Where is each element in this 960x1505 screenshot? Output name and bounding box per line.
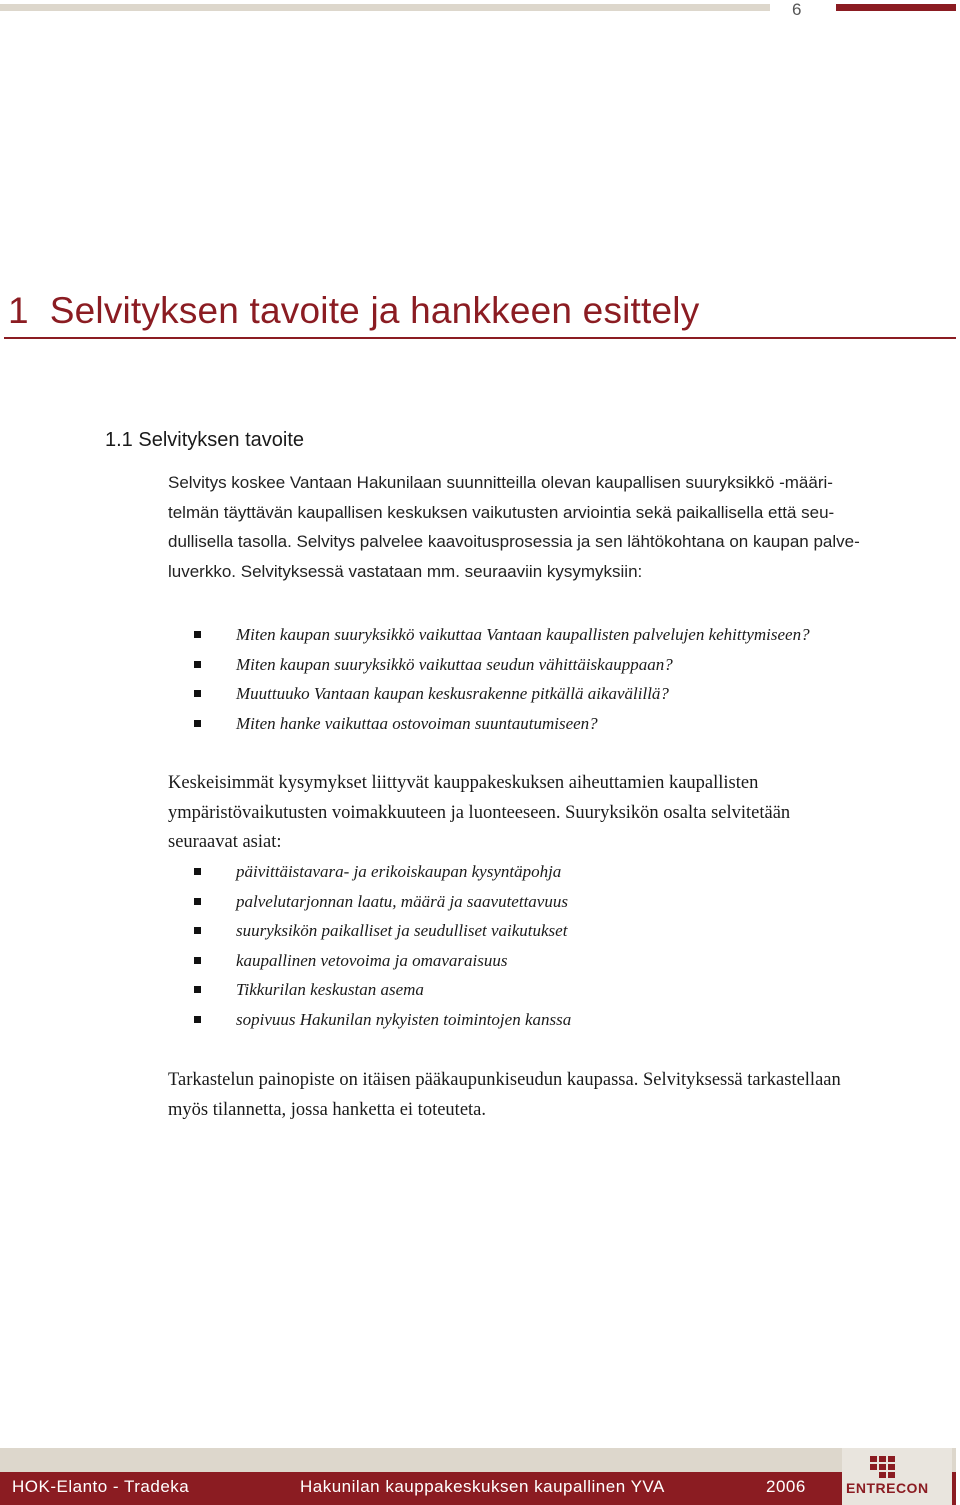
question-text: Muuttuuko Vantaan kaupan keskusrakenne pitkällä aikavälillä? bbox=[236, 684, 669, 704]
header-bar-left bbox=[0, 4, 770, 11]
closing-paragraph bbox=[168, 1066, 953, 1125]
bullet-icon bbox=[194, 1016, 201, 1023]
bullet-icon bbox=[194, 898, 201, 905]
list-item bbox=[194, 975, 571, 1005]
topic-text: palvelutarjonnan laatu, määrä ja saavutettavuus bbox=[236, 891, 568, 911]
bullet-icon bbox=[194, 720, 201, 727]
entrecon-logo bbox=[842, 1448, 952, 1505]
bullet-icon bbox=[194, 927, 201, 934]
key-line: ympäristövaikutusten voimakkuuteen ja luonteeseen. Suuryksikön osalta selvitetään bbox=[168, 802, 791, 823]
section-title: 1.1 Selvityksen tavoite bbox=[105, 429, 304, 451]
list-item bbox=[194, 1005, 571, 1035]
key-line: seuraavat asiat: bbox=[168, 832, 282, 852]
footer-report-title: Hakunilan kauppakeskuksen kaupallinen YVA bbox=[300, 1477, 665, 1496]
topic-text: sopivuus Hakunilan nykyisten toimintojen kanssa bbox=[236, 1009, 572, 1029]
key-paragraph bbox=[168, 769, 953, 858]
chapter-rule bbox=[4, 337, 956, 339]
list-item bbox=[194, 650, 810, 680]
bullet-icon bbox=[194, 957, 201, 964]
topic-text: kaupallinen vetovoima ja omavaraisuus bbox=[236, 950, 508, 970]
logo-text: ENTRECON bbox=[846, 1480, 929, 1496]
key-line: Keskeisimmät kysymykset liittyvät kauppakeskuksen aiheuttamien kaupallisten bbox=[168, 773, 759, 793]
intro-line: luverkko. Selvityksessä vastataan mm. seuraaviin kysymyksiin: bbox=[168, 561, 643, 581]
topic-text: Tikkurilan keskustan asema bbox=[236, 980, 424, 1000]
page-number: 6 bbox=[792, 0, 802, 19]
closing-line: Tarkastelun painopiste on itäisen pääkaupunkiseudun kaupassa. Selvityksessä tarkastellaan bbox=[168, 1070, 841, 1090]
intro-line: telmän täyttävän kaupallisen keskuksen vaikutusten arviointia sekä paikallisella että seu- bbox=[168, 502, 835, 522]
bullet-icon bbox=[194, 986, 201, 993]
topic-text: suuryksikön paikalliset ja seudulliset vaikutukset bbox=[236, 921, 568, 941]
list-item bbox=[194, 887, 571, 917]
list-item bbox=[194, 857, 571, 887]
bullet-icon bbox=[194, 631, 201, 638]
intro-paragraph bbox=[168, 468, 953, 586]
topic-text: päivittäistavara- ja erikoiskaupan kysyntäpohja bbox=[236, 862, 562, 881]
questions-list bbox=[194, 620, 810, 738]
closing-line: myös tilannetta, jossa hanketta ei toteuteta. bbox=[168, 1099, 487, 1120]
question-text: Miten kaupan suuryksikkö vaikuttaa seudun vähittäiskauppaan? bbox=[236, 654, 673, 674]
bullet-icon bbox=[194, 690, 201, 697]
question-text: Miten hanke vaikuttaa ostovoiman suuntautumiseen? bbox=[236, 713, 598, 733]
header-bar-right bbox=[836, 4, 956, 11]
bullet-icon bbox=[194, 661, 201, 668]
list-item bbox=[194, 709, 810, 739]
chapter-title: 1 Selvityksen tavoite ja hankkeen esittely bbox=[8, 290, 700, 331]
footer-client: HOK-Elanto - Tradeka bbox=[12, 1477, 190, 1496]
list-item bbox=[194, 916, 571, 946]
list-item bbox=[194, 679, 810, 709]
question-text: Miten kaupan suuryksikkö vaikuttaa Vantaan kaupallisten palvelujen kehittymiseen? bbox=[236, 625, 810, 644]
list-item bbox=[194, 946, 571, 976]
bullet-icon bbox=[194, 868, 201, 875]
footer-year: 2006 bbox=[766, 1477, 806, 1496]
list-item bbox=[194, 620, 810, 650]
topics-list bbox=[194, 857, 571, 1035]
intro-line: Selvitys koskee Vantaan Hakunilaan suunnitteilla olevan kaupallisen suuryksikkö -määri- bbox=[168, 473, 833, 492]
intro-line: dullisella tasolla. Selvitys palvelee kaavoitusprosessia ja sen lähtökohtana on kaupan palve- bbox=[168, 532, 860, 551]
